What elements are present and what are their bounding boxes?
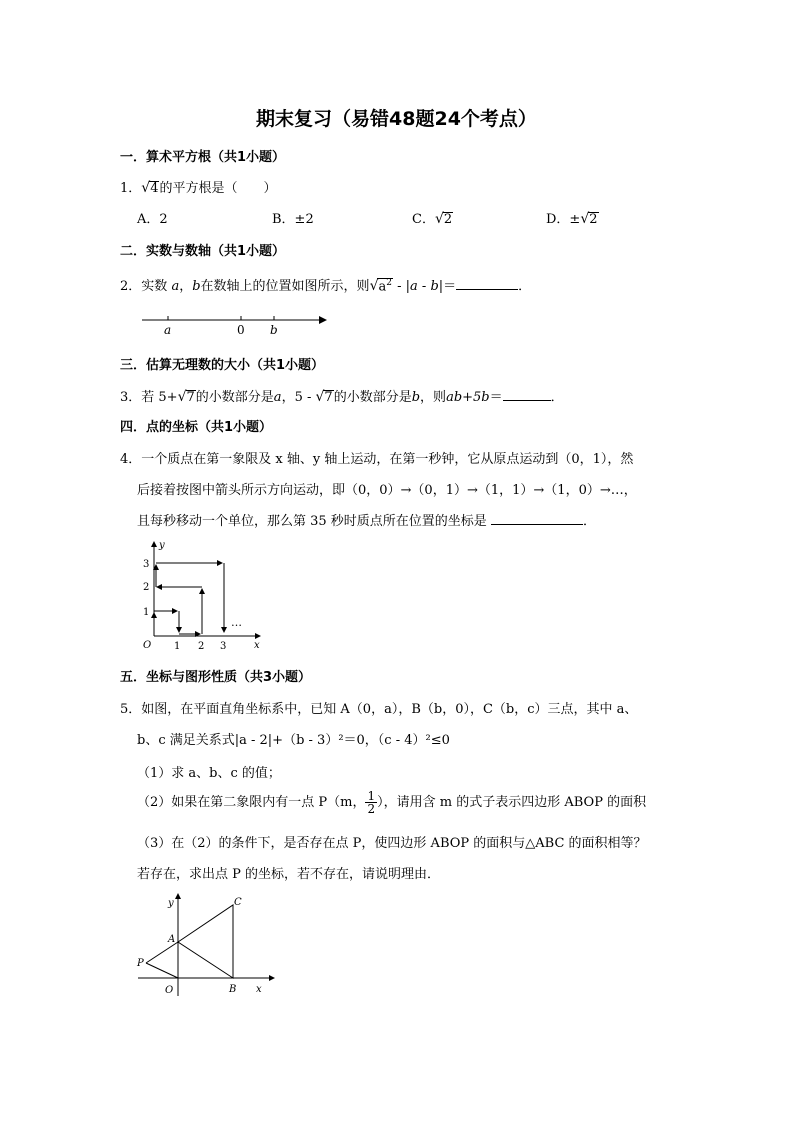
svg-text:B: B [229,984,237,995]
question-3: 3．若 5+√7的小数部分是a，5 - √7的小数部分是b，则ab+5b＝ ． [120,389,564,405]
svg-text:1: 1 [174,641,181,652]
q1-radicand: 4 [150,181,159,196]
svg-text:x: x [256,984,262,995]
q2-number-line [140,312,335,338]
section-heading-3: 三．估算无理数的大小（共1小题） [120,358,325,373]
page-title: 期末复习（易错48题24个考点） [256,108,537,130]
q1-number: 1． [120,181,142,196]
question-1: 1．√4的平方根是（ ） [120,180,277,196]
question-5-part-1: （1）求 a、b、c 的值； [137,766,281,781]
svg-text:x: x [254,640,260,651]
svg-text:3: 3 [220,641,227,652]
q1-text: 的平方根是（ ） [159,181,277,196]
question-5-line-2: b、c 满足关系式|a - 2|+（b - 3）²＝0，（c - 4）²≤0 [137,733,450,748]
svg-text:C: C [234,897,242,908]
q4-path-figure [138,538,268,654]
q5-coordinate-figure [134,892,284,1004]
question-4-line-3: 且每秒移动一个单位，那么第 35 秒时质点所在位置的坐标是 ． [137,514,596,529]
svg-text:2: 2 [143,582,150,593]
section-heading-1: 一．算术平方根（共1小题） [120,150,286,165]
q1-option-b: B．±2 [272,212,314,227]
svg-text:O: O [165,985,174,996]
svg-text:…: … [231,616,242,629]
svg-text:1: 1 [143,607,150,618]
question-5-part-2: （2）如果在第二象限内有一点 P（m， $\frac{1}{2}$ ），请用含 m 的式子表示四边形 ABOP 的面积 [137,789,647,816]
axis-label-a: a [164,323,172,337]
svg-text:P: P [137,958,144,969]
svg-text:y: y [168,898,174,909]
question-4-line-1: 4．一个质点在第一象限及 x 轴、y 轴上运动，在第一秒钟，它从原点运动到（0，1），然 [120,452,634,467]
q1-option-a: A．2 [137,212,168,227]
question-5-line-1: 5．如图，在平面直角坐标系中，已知 A（0，a），B（b，0），C（b，c）三点，其中 a、 [120,702,638,717]
q1-option-d: D．±√2 [546,211,598,227]
q1-option-c: C．√2 [412,211,453,227]
svg-text:O: O [143,640,152,651]
section-heading-4: 四．点的坐标（共1小题） [120,420,273,435]
question-5-part-3: （3）在（2）的条件下，是否存在点 P，使四边形 ABOP 的面积与△ABC 的面积相等？ [137,836,647,851]
axis-label-b: b [270,323,278,337]
svg-text:3: 3 [143,559,150,570]
svg-text:y: y [159,540,165,551]
question-4-line-2: 后接着按图中箭头所示方向运动，即（0，0）→（0，1）→（1，1）→（1，0）→…， [137,483,637,498]
section-heading-2: 二．实数与数轴（共1小题） [120,244,286,259]
svg-text:2: 2 [198,641,205,652]
question-5-part-3-continued: 若存在，求出点 P 的坐标，若不存在，请说明理由． [137,867,441,882]
svg-text:A: A [168,934,176,945]
question-2: 2．实数 a，b在数轴上的位置如图所示，则$√a^2 - |a - b|=$ ． [120,277,532,294]
section-heading-5: 五．坐标与图形性质（共3小题） [120,670,312,685]
axis-label-0: 0 [237,323,245,337]
